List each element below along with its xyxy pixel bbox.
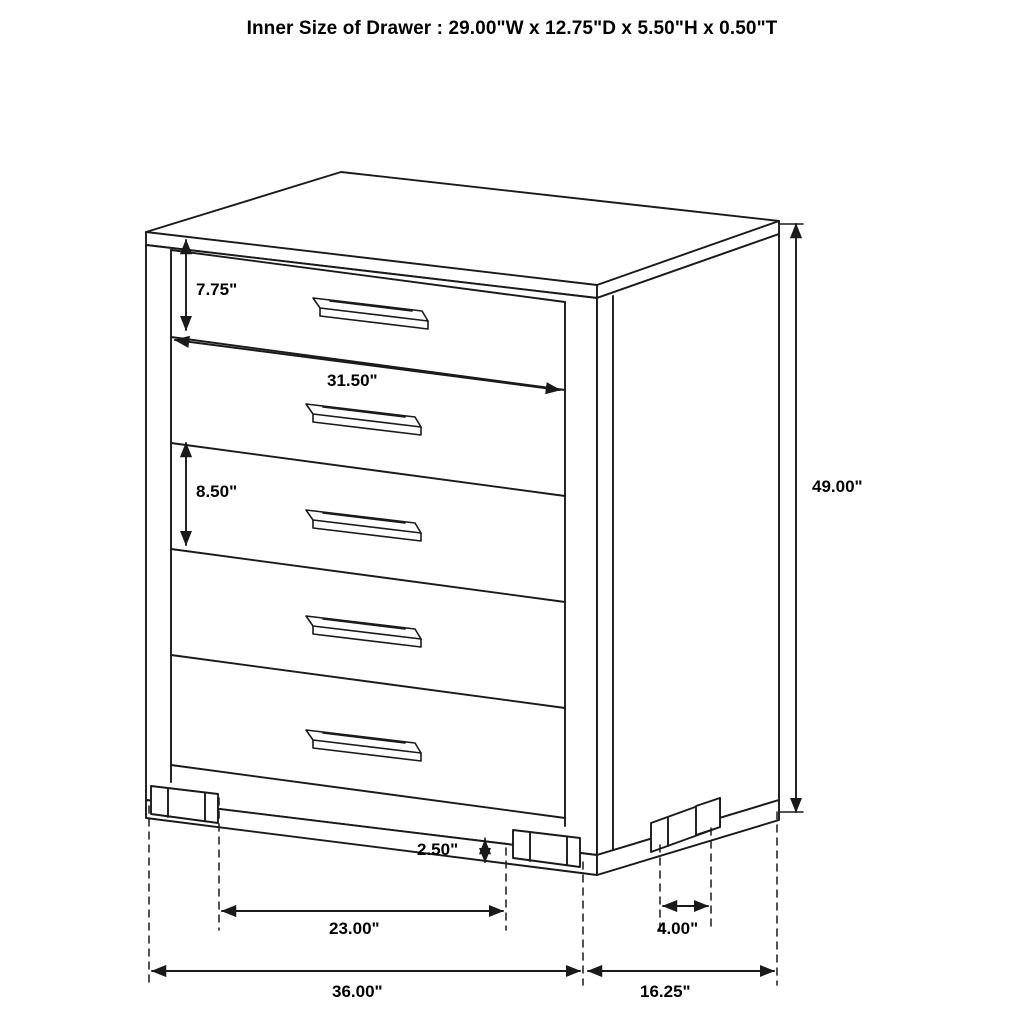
dimension-label-base-height: 2.50" (417, 840, 459, 859)
dimension-label-drawer-height: 8.50" (196, 482, 238, 501)
dimension-label-top-drawer-height: 7.75" (196, 280, 238, 299)
dimension-label-leg-depth: 4.00" (657, 919, 699, 938)
dimension-label-leg-span: 23.00" (329, 919, 380, 938)
page-title: Inner Size of Drawer : 29.00"W x 12.75"D x 5.50"H x 0.50"T (246, 18, 778, 39)
dimension-label-total-height: 49.00" (812, 477, 863, 496)
dimension-label-drawer-width: 31.50" (327, 371, 378, 390)
dimension-label-total-depth: 16.25" (640, 982, 691, 1001)
dimension-label-total-width: 36.00" (332, 982, 383, 1001)
